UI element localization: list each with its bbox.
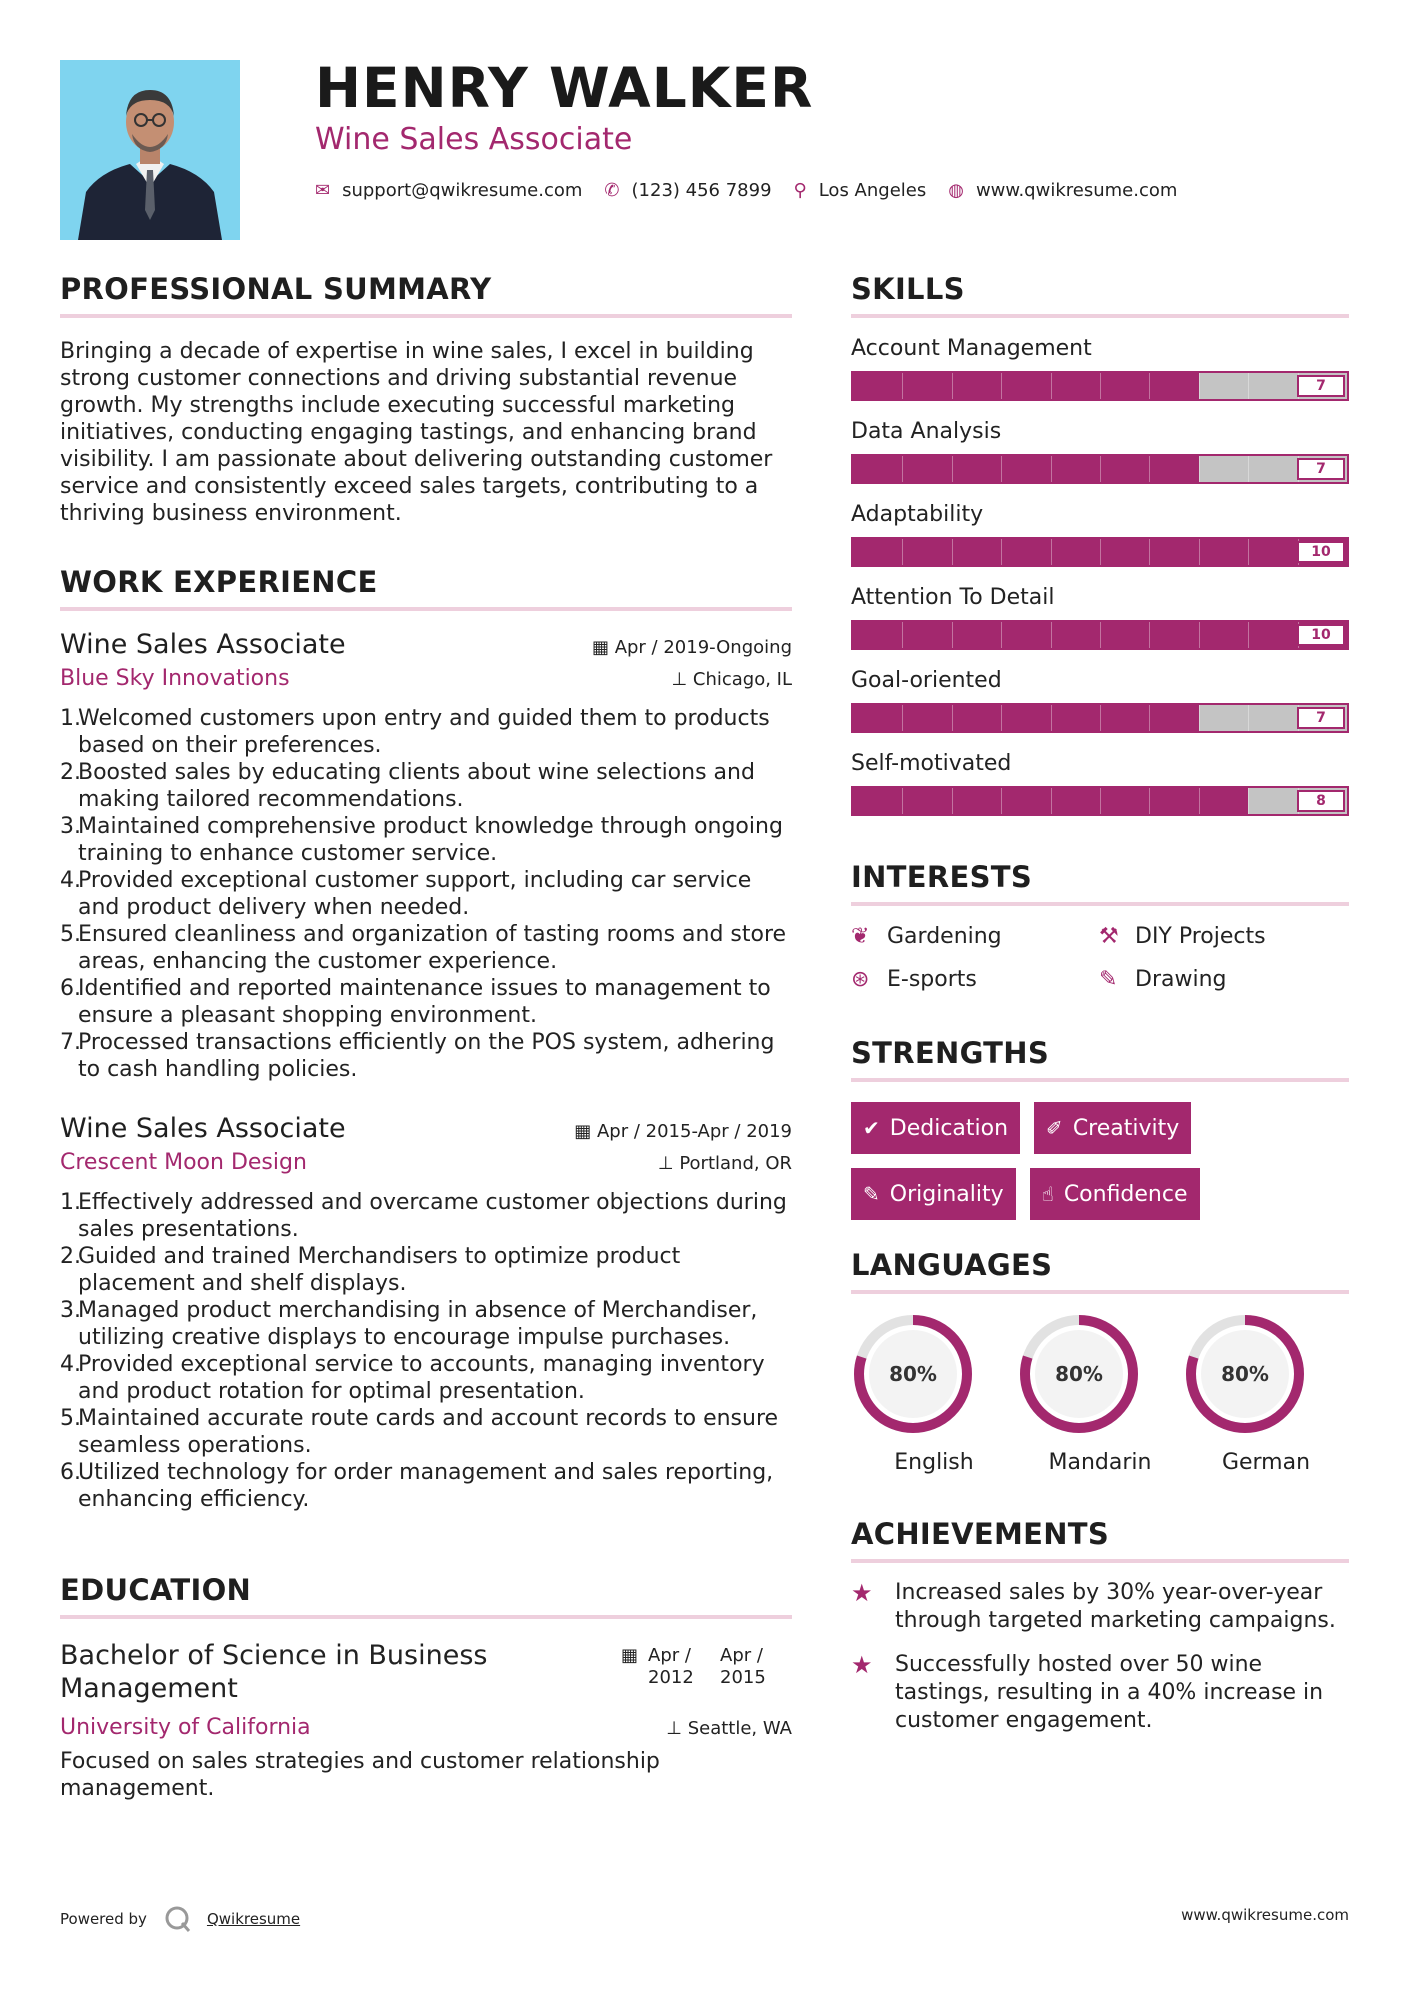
list-item: 2. Guided and trained Merchandisers to optimize product placement and shelf displays. — [60, 1244, 681, 1296]
skill-bar-segment — [1149, 622, 1150, 648]
skill-bar — [851, 537, 1349, 567]
skill-bar-segment — [1051, 456, 1052, 482]
skill-bar-fill — [853, 456, 1199, 482]
skill-bar-segment — [1248, 539, 1249, 565]
education-start: Apr / 2012 — [648, 1645, 694, 1688]
skill-bar-segment — [1001, 788, 1002, 814]
skill-bar — [851, 371, 1349, 401]
skill-bar-segment — [1051, 788, 1052, 814]
section-heading: EDUCATION — [60, 1573, 252, 1607]
skill-bar-segment — [902, 788, 903, 814]
skill-bar-segment — [1149, 373, 1150, 399]
skill-bar-segment — [1100, 788, 1101, 814]
job-dates-text: Apr / 2015-Apr / 2019 — [596, 1121, 792, 1142]
star-icon: ★ — [851, 1651, 873, 1679]
skill-bar-segment — [952, 373, 953, 399]
skill-bar-segment — [1248, 705, 1249, 731]
section-divider — [851, 1078, 1349, 1082]
section-divider — [851, 1290, 1349, 1294]
skill-bar-segment — [1100, 456, 1101, 482]
skill-bar-segment — [1051, 539, 1052, 565]
skill-bar-segment — [902, 456, 903, 482]
strengths-section — [851, 1036, 1349, 1220]
section-divider — [851, 1559, 1349, 1563]
skill-bar-segment — [952, 622, 953, 648]
lifebuoy-icon: ⊛ — [851, 967, 870, 992]
skill-label: Attention To Detail — [851, 585, 1055, 610]
list-item: 5. Maintained accurate route cards and account records to ensure seamless operations. — [60, 1406, 779, 1458]
pin-icon: ⊥ — [671, 669, 693, 690]
job-entry — [60, 629, 792, 1083]
strengths-list — [851, 1102, 1349, 1220]
skill-bar-segment — [1199, 373, 1200, 399]
person-portrait-icon — [60, 60, 240, 240]
skill-bar-fill — [853, 705, 1199, 731]
powered-by-label: Powered by — [60, 1910, 147, 1928]
pin-icon: ⊥ — [666, 1718, 688, 1739]
list-item: 3. Maintained comprehensive product knowledge through ongoing training to enhance customer service. — [60, 814, 783, 866]
skill-level-badge: 10 — [1297, 541, 1345, 563]
interests-list — [851, 924, 1349, 992]
candidate-name: HENRY WALKER — [315, 56, 814, 120]
skill-bar-segment — [952, 539, 953, 565]
job-entry — [60, 1113, 792, 1513]
school-name: University of California — [60, 1715, 311, 1740]
skill-bar-segment — [1001, 373, 1002, 399]
language-level: 80% — [1055, 1362, 1103, 1386]
skill-bar-segment — [1149, 539, 1150, 565]
job-dates-text: Apr / 2019-Ongoing — [614, 637, 792, 658]
skill-bar-segment — [1051, 622, 1052, 648]
skill-bar-segment — [1100, 622, 1101, 648]
list-item: 2. Boosted sales by educating clients about wine selections and making tailored recommendations. — [60, 760, 755, 812]
calendar-icon: ▦ — [574, 1121, 597, 1142]
skill-bar-segment — [1199, 622, 1200, 648]
list-item: ✎ Drawing — [1099, 967, 1227, 992]
skill-level-badge: 7 — [1297, 458, 1345, 480]
section-heading: PROFESSIONAL SUMMARY — [60, 272, 492, 306]
skill-label: Self-motivated — [851, 751, 1012, 776]
job-title: Wine Sales Associate — [60, 1113, 346, 1144]
skill-label: Data Analysis — [851, 419, 1002, 444]
strength-tag: ✎ Originality — [851, 1168, 1016, 1220]
section-heading: STRENGTHS — [851, 1036, 1050, 1070]
section-divider — [851, 314, 1349, 318]
thumbs-up-icon: ☝ — [1041, 1182, 1054, 1206]
skills-section — [851, 272, 1349, 816]
section-heading: ACHIEVEMENTS — [851, 1517, 1110, 1551]
list-item: 1. Welcomed customers upon entry and guided them to products based on their preferences. — [60, 706, 770, 758]
skill-bar-segment — [902, 622, 903, 648]
experience-section — [60, 565, 792, 1513]
brand-link[interactable]: Qwikresume — [206, 1910, 301, 1928]
skill-bar-segment — [1100, 705, 1101, 731]
skill-label: Adaptability — [851, 502, 984, 527]
language-name: English — [894, 1450, 974, 1475]
calendar-icon: ▦ — [591, 637, 615, 658]
left-column — [60, 272, 792, 1802]
location-text: Los Angeles — [818, 180, 927, 201]
skill-label: Goal-oriented — [851, 668, 1002, 693]
languages-list — [851, 1312, 1349, 1475]
job-location-text: Portland, OR — [679, 1153, 792, 1174]
education-section — [60, 1573, 792, 1802]
school-location — [666, 1718, 792, 1739]
interests-section — [851, 860, 1349, 992]
school-location-text: Seattle, WA — [687, 1718, 792, 1739]
section-divider — [60, 1615, 792, 1619]
skill-bar-segment — [902, 705, 903, 731]
job-bullets — [60, 1189, 792, 1513]
skill-bar-segment — [1149, 456, 1150, 482]
degree-title: Bachelor of Science in Business Management — [60, 1640, 488, 1704]
skill-bar-segment — [1100, 539, 1101, 565]
skill-bar — [851, 620, 1349, 650]
achievement-item: ★ Successfully hosted over 50 wine tastings, resulting in a 40% increase in customer engagement. — [851, 1651, 1324, 1733]
list-item: 1. Effectively addressed and overcame customer objections during sales presentations. — [60, 1190, 787, 1242]
language-name: Mandarin — [1048, 1450, 1152, 1475]
language-item — [851, 1312, 1017, 1475]
footer-powered-by — [60, 1904, 300, 1934]
skill-level-badge: 7 — [1297, 707, 1345, 729]
language-ring — [851, 1312, 975, 1436]
job-title: Wine Sales Associate — [60, 629, 346, 660]
skill-bar-segment — [1248, 788, 1249, 814]
skills-list — [851, 336, 1349, 816]
job-location-text: Chicago, IL — [692, 669, 792, 690]
list-item: 6. Utilized technology for order management and sales reporting, enhancing efficiency. — [60, 1460, 774, 1512]
candidate-title: Wine Sales Associate — [315, 122, 633, 157]
summary-text: Bringing a decade of expertise in wine sales, I excel in building strong customer connections and driving substantial revenue growth. My strengths include executing successful marketing initiatives, conducting engaging tastings, and enhancing brand visibility. I am passionate about delivering outstanding customer service and consistently exceed sales targets, contributing to a thriving business environment. — [60, 339, 773, 526]
skill-bar-segment — [1001, 622, 1002, 648]
phone-icon: ✆ — [604, 180, 620, 201]
job-location — [671, 669, 792, 690]
skill-bar-segment — [1051, 373, 1052, 399]
leaf-icon: ❦ — [851, 924, 870, 949]
calendar-icon: ▦ — [620, 1645, 638, 1666]
list-item: ⊛ E-sports — [851, 967, 977, 992]
achievement-item: ★ Increased sales by 30% year-over-year through targeted marketing campaigns. — [851, 1579, 1336, 1633]
language-level: 80% — [889, 1362, 937, 1386]
pencil-icon: ✎ — [1099, 967, 1118, 992]
check-circle-icon: ✔ — [863, 1116, 880, 1140]
globe-icon: ◍ — [948, 180, 964, 201]
education-description: Focused on sales strategies and customer relationship management. — [60, 1749, 660, 1801]
education-end: Apr / 2015 — [720, 1645, 766, 1688]
skill-bar-segment — [1051, 705, 1052, 731]
map-marker-icon: ⚲ — [793, 180, 807, 201]
section-heading: LANGUAGES — [851, 1248, 1053, 1282]
strength-tag: ✐ Creativity — [1034, 1102, 1191, 1154]
skill-bar — [851, 703, 1349, 733]
strength-tag: ✔ Dedication — [851, 1102, 1020, 1154]
section-heading: WORK EXPERIENCE — [60, 565, 378, 599]
skill-bar — [851, 786, 1349, 816]
skill-bar — [851, 454, 1349, 484]
section-heading: SKILLS — [851, 272, 965, 306]
job-location — [658, 1153, 792, 1174]
pin-icon: ⊥ — [657, 1153, 680, 1174]
star-icon: ★ — [851, 1579, 873, 1607]
footer-url[interactable]: www.qwikresume.com — [1181, 1906, 1349, 1924]
language-item — [1017, 1312, 1183, 1475]
list-item: 4. Provided exceptional service to accounts, managing inventory and product rotation for optimal presentation. — [60, 1352, 765, 1404]
wrench-icon: ⚒ — [1099, 924, 1119, 949]
strength-tag: ☝ Confidence — [1030, 1168, 1200, 1220]
website-link[interactable]: www.qwikresume.com — [975, 180, 1178, 201]
summary-section — [60, 272, 792, 527]
education-dates — [621, 1645, 792, 1705]
skill-bar-segment — [1149, 705, 1150, 731]
language-ring — [1183, 1312, 1307, 1436]
envelope-icon: ✉ — [315, 180, 331, 201]
section-divider — [851, 902, 1349, 906]
skill-bar-segment — [1248, 373, 1249, 399]
right-column — [851, 272, 1349, 1735]
skill-bar-segment — [1248, 456, 1249, 482]
skill-bar-segment — [1199, 539, 1200, 565]
skill-level-badge: 10 — [1297, 624, 1345, 646]
list-item: ⚒ DIY Projects — [1099, 924, 1266, 949]
language-item — [1183, 1312, 1349, 1475]
skill-bar-segment — [1248, 622, 1249, 648]
list-item: 7. Processed transactions efficiently on the POS system, adhering to cash handling policies. — [60, 1030, 775, 1082]
list-item: ❦ Gardening — [851, 924, 1002, 949]
skill-bar-segment — [1100, 373, 1101, 399]
skill-bar-segment — [952, 705, 953, 731]
section-divider — [60, 607, 792, 611]
skill-bar-segment — [902, 373, 903, 399]
list-item: 5. Ensured cleanliness and organization of tasting rooms and store areas, enhancing the customer experience. — [60, 922, 787, 974]
skill-bar-fill — [853, 373, 1199, 399]
paintbrush-icon: ✐ — [1046, 1116, 1063, 1140]
skill-bar-segment — [952, 456, 953, 482]
section-divider — [60, 314, 792, 318]
skill-bar-segment — [1001, 539, 1002, 565]
language-level: 80% — [1221, 1362, 1269, 1386]
language-name: German — [1221, 1450, 1311, 1475]
pencil-icon: ✎ — [863, 1182, 880, 1206]
qwikresume-logo-icon — [163, 1904, 193, 1934]
language-ring — [1017, 1312, 1141, 1436]
skill-bar-segment — [902, 539, 903, 565]
skill-bar-segment — [1199, 788, 1200, 814]
skill-bar-segment — [1199, 705, 1200, 731]
job-dates — [574, 1121, 792, 1142]
skill-level-badge: 7 — [1297, 375, 1345, 397]
phone-number: (123) 456 7899 — [631, 180, 772, 201]
skill-bar-segment — [1149, 788, 1150, 814]
profile-photo — [60, 60, 240, 240]
skill-label: Account Management — [851, 336, 1092, 361]
company-name: Crescent Moon Design — [60, 1150, 307, 1175]
list-item: 6. Identified and reported maintenance issues to management to ensure a pleasant shopping environment. — [60, 976, 771, 1028]
job-bullets — [60, 705, 792, 1083]
languages-section — [851, 1248, 1349, 1475]
skill-bar-segment — [952, 788, 953, 814]
company-name: Blue Sky Innovations — [60, 666, 290, 691]
contact-bar — [315, 180, 1199, 201]
section-heading: INTERESTS — [851, 860, 1033, 894]
skill-bar-segment — [1001, 456, 1002, 482]
job-dates — [592, 637, 792, 658]
achievements-section — [851, 1517, 1349, 1735]
list-item: 4. Provided exceptional customer support, including car service and product delivery when needed. — [60, 868, 752, 920]
skill-bar-segment — [1001, 705, 1002, 731]
skill-bar-segment — [1199, 456, 1200, 482]
skill-level-badge: 8 — [1297, 790, 1345, 812]
list-item: 3. Managed product merchandising in absence of Merchandiser, utilizing creative displays to encourage impulse purchases. — [60, 1298, 758, 1350]
email-link[interactable]: support@qwikresume.com — [342, 180, 583, 201]
